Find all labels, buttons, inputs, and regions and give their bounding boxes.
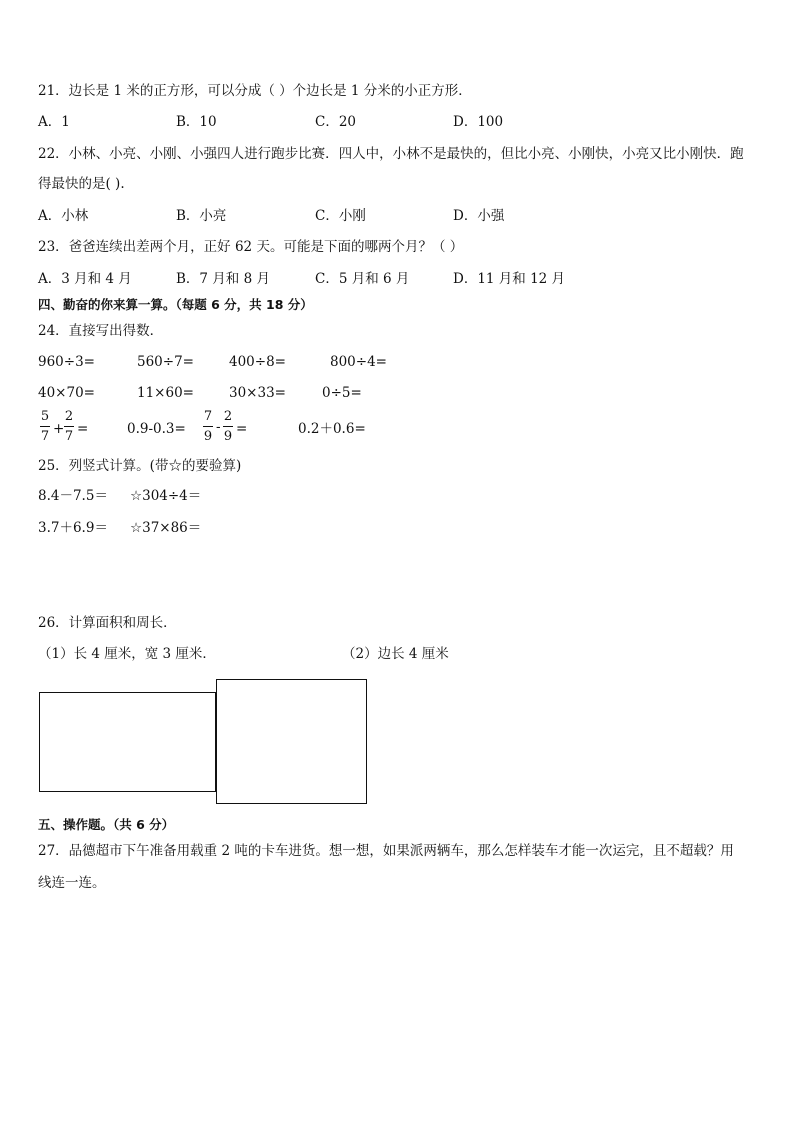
q22-option-a: A．小林 [38,208,89,224]
q26-part1: （1）长 4 厘米，宽 3 厘米． [38,646,216,662]
q21-stem: 21．边长是 1 米的正方形，可以分成（ ）个边长是 1 分米的小正方形． [38,83,472,99]
q24-r3-c4: 0.2＋0.6= [298,421,366,437]
q24-r1-c4: 800÷4= [330,354,387,370]
q22-option-d: D．小强 [453,208,505,224]
q24-fraction-2-7 [64,410,74,443]
section5-title: 五、操作题。（共 6 分） [38,817,175,832]
q23-option-b: B．7 月和 8 月 [176,271,270,287]
q24-fraction-5-7 [40,410,50,443]
q24-r1-c1: 960÷3= [38,354,95,370]
fraction-numerator: 5 [40,409,50,424]
q25-r1-c1: 8.4－7.5＝ [38,488,108,504]
fraction-numerator: 2 [223,409,233,424]
q22-stem-line2: 得最快的是( ). [38,176,125,192]
q24-r3-c2: 0.9-0.3= [127,421,186,437]
q24-r2-c3: 30×33= [229,385,286,401]
fraction-denominator: 7 [64,429,74,444]
q25-r2-c1: 3.7＋6.9＝ [38,520,108,536]
q27-line2: 线连一连。 [38,875,106,891]
section4-title: 四、勤奋的你来算一算。（每题 6 分，共 18 分） [38,297,313,312]
rectangle-figure [39,692,216,792]
q25-r1-c2: ☆304÷4＝ [130,488,202,504]
q26-part2: （2）边长 4 厘米 [342,646,449,662]
q21-option-a: A．1 [38,114,70,130]
fraction-numerator: 2 [64,409,74,424]
q23-option-a: A．3 月和 4 月 [38,271,132,287]
q21-option-b: B．10 [176,114,217,130]
q22-option-c: C．小刚 [315,208,366,224]
q22-option-b: B．小亮 [176,208,227,224]
q25-stem: 25．列竖式计算。(带☆的要验算) [38,458,242,474]
equals-sign: = [236,421,248,437]
fraction-denominator: 9 [203,429,213,444]
q24-r2-c2: 11×60= [137,385,194,401]
q26-stem: 26．计算面积和周长． [38,615,177,631]
q24-r2-c4: 0÷5= [322,385,362,401]
fraction-bar [203,426,213,427]
q24-stem: 24．直接写出得数． [38,323,164,339]
fraction-denominator: 9 [223,429,233,444]
minus-sign: - [216,419,221,435]
q25-r2-c2: ☆37×86＝ [130,520,202,536]
q27-line1: 27．品德超市下午准备用载重 2 吨的卡车进货。想一想，如果派两辆车，那么怎样装车才能一次运完，且不超载？用 [38,843,734,859]
q24-r1-c2: 560÷7= [137,354,194,370]
q24-r1-c3: 400÷8= [229,354,286,370]
q21-option-d: D．100 [453,114,504,130]
q22-stem-line1: 22．小林、小亮、小刚、小强四人进行跑步比赛．四人中，小林不是最快的，但比小亮、小刚快，小亮又比小刚快．跑 [38,146,744,162]
q23-option-c: C．5 月和 6 月 [315,271,410,287]
fraction-denominator: 7 [40,429,50,444]
equals-sign: = [77,421,89,437]
q23-option-d: D．11 月和 12 月 [453,271,566,287]
q24-fraction-7-9 [203,410,213,443]
fraction-bar [40,426,50,427]
fraction-numerator: 7 [203,409,213,424]
q21-option-c: C．20 [315,114,357,130]
square-figure [216,679,367,804]
q23-stem: 23．爸爸连续出差两个月，正好 62 天。可能是下面的哪两个月？（ ） [38,239,464,255]
q24-r2-c1: 40×70= [38,385,95,401]
fraction-bar [223,426,233,427]
fraction-bar [64,426,74,427]
plus-sign: + [53,421,65,437]
q24-fraction-2-9 [223,410,233,443]
